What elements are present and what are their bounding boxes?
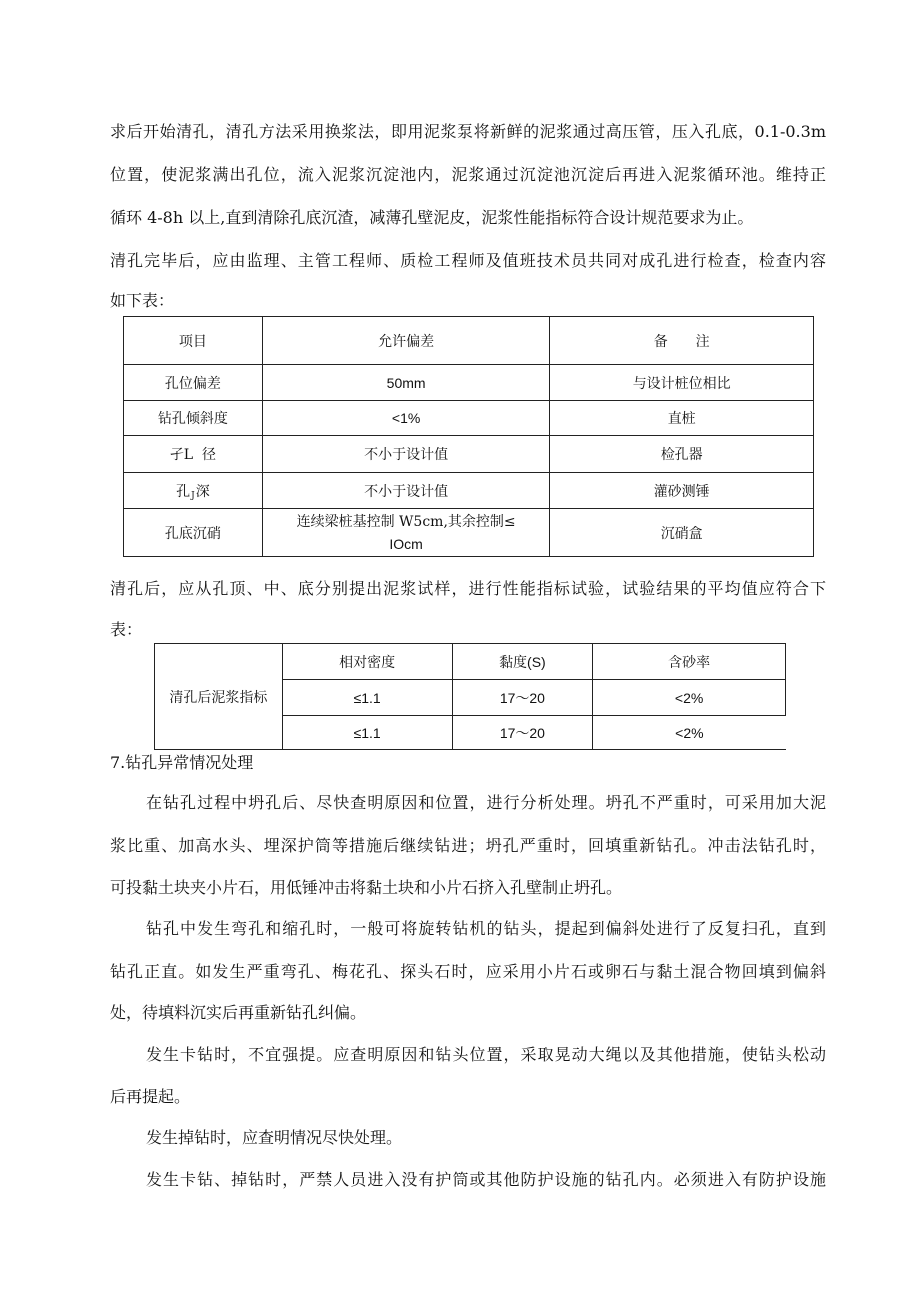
table-cell: 孔位偏差 xyxy=(124,365,263,401)
paragraph-line: 清孔后，应从孔顶、中、底分别提出泥浆试样，进行性能指标试验，试验结果的平均值应符合下 xyxy=(110,579,826,598)
table-header-row xyxy=(124,317,814,365)
section-heading: 7.钻孔异常情况处理 xyxy=(110,753,254,772)
inspection-table xyxy=(123,316,814,557)
paragraph-line: 位置，使泥浆满出孔位，流入泥浆沉淀池内，泥浆通过沉淀池沉淀后再进入泥浆循环池。维持正 xyxy=(110,165,826,184)
table-cell: 孔底沉硝 xyxy=(124,509,263,557)
cell-text: 孔 xyxy=(176,483,191,500)
paragraph-line: 钻孔中发生弯孔和缩孔时，一般可将旋转钻机的钻头，提起到偏斜处进行了反复扫孔，直到 xyxy=(146,919,826,938)
table-cell: <2% xyxy=(593,716,786,750)
header-cell: 相对密度 xyxy=(282,644,452,680)
table-cell: 不小于设计值 xyxy=(262,436,550,473)
table-cell: <1% xyxy=(262,401,550,436)
paragraph-line: 后再提起。 xyxy=(110,1087,191,1106)
cell-line: 连续梁桩基控制 W5cm,其余控制≤ xyxy=(296,513,516,530)
table-cell: ≤1.1 xyxy=(282,680,452,716)
table-cell: 灌砂测锤 xyxy=(550,473,814,509)
table-cell xyxy=(262,509,550,557)
table-cell: 50mm xyxy=(262,365,550,401)
table-cell: <2% xyxy=(593,680,786,716)
paragraph-line: 发生掉钻时，应查明情况尽快处理。 xyxy=(146,1128,403,1147)
table-row xyxy=(124,509,814,557)
scan-mark: J xyxy=(191,490,195,501)
cell-text: 深 xyxy=(195,483,210,500)
table-cell: 直桩 xyxy=(550,401,814,436)
table-row xyxy=(124,436,814,473)
header-cell: 允许偏差 xyxy=(262,317,550,365)
paragraph-line: 发生卡钻时，不宜强提。应查明原因和钻头位置，采取晃动大绳以及其他措施，使钻头松动 xyxy=(146,1045,826,1064)
paragraph-line: 钻孔正直。如发生严重弯孔、梅花孔、探头石时，应采用小片石或卵石与黏土混合物回填到偏斜 xyxy=(110,962,826,981)
table-cell: 钻孔倾斜度 xyxy=(124,401,263,436)
header-cell: 黏度(S) xyxy=(452,644,593,680)
table-header-row xyxy=(155,644,786,680)
mud-index-table xyxy=(154,643,786,750)
row-label-cell: 清孔后泥浆指标 xyxy=(155,644,283,750)
header-cell: 备 注 xyxy=(550,317,814,365)
header-cell: 含砂率 xyxy=(593,644,786,680)
paragraph-line: 如下表： xyxy=(110,291,175,310)
paragraph-line: 处，待填料沉实后再重新钻孔纠偏。 xyxy=(110,1003,367,1022)
paragraph-line: 求后开始清孔，清孔方法采用换浆法，即用泥浆泵将新鲜的泥浆通过高压管，压入孔底，0.1-0.3m xyxy=(110,122,826,141)
paragraph-line: 发生卡钻、掉钻时，严禁人员进入没有护筒或其他防护设施的钻孔内。必须进入有防护设施 xyxy=(146,1170,826,1189)
table-cell: 17～20 xyxy=(452,716,593,750)
paragraph-line: 可投黏土块夹小片石，用低锤冲击将黏土块和小片石挤入孔壁制止坍孔。 xyxy=(110,878,623,897)
table-cell: 与设计桩位相比 xyxy=(550,365,814,401)
paragraph-line: 清孔完毕后，应由监理、主管工程师、质检工程师及值班技术员共同对成孔进行检查，检查内容 xyxy=(110,251,826,270)
table-cell xyxy=(124,473,263,509)
header-cell: 项目 xyxy=(124,317,263,365)
cell-line: IOcm xyxy=(389,535,423,552)
table-row xyxy=(124,365,814,401)
table-cell: 检孔器 xyxy=(550,436,814,473)
table-cell: ≤1.1 xyxy=(282,716,452,750)
table-cell: 孑L 径 xyxy=(124,436,263,473)
table-row xyxy=(124,401,814,436)
table-row xyxy=(124,473,814,509)
table-cell: 不小于设计值 xyxy=(262,473,550,509)
paragraph-line: 表： xyxy=(110,620,143,639)
table-cell: 沉硝盒 xyxy=(550,509,814,557)
paragraph-line: 在钻孔过程中坍孔后、尽快查明原因和位置，进行分析处理。坍孔不严重时，可采用加大泥 xyxy=(146,793,826,812)
table-cell: 17～20 xyxy=(452,680,593,716)
paragraph-line: 循环 4-8h 以上,直到清除孔底沉渣，减薄孔壁泥皮，泥浆性能指标符合设计规范要求为止。 xyxy=(110,208,754,227)
paragraph-line: 浆比重、加高水头、埋深护筒等措施后继续钻进；坍孔严重时，回填重新钻孔。冲击法钻孔时， xyxy=(110,836,826,855)
